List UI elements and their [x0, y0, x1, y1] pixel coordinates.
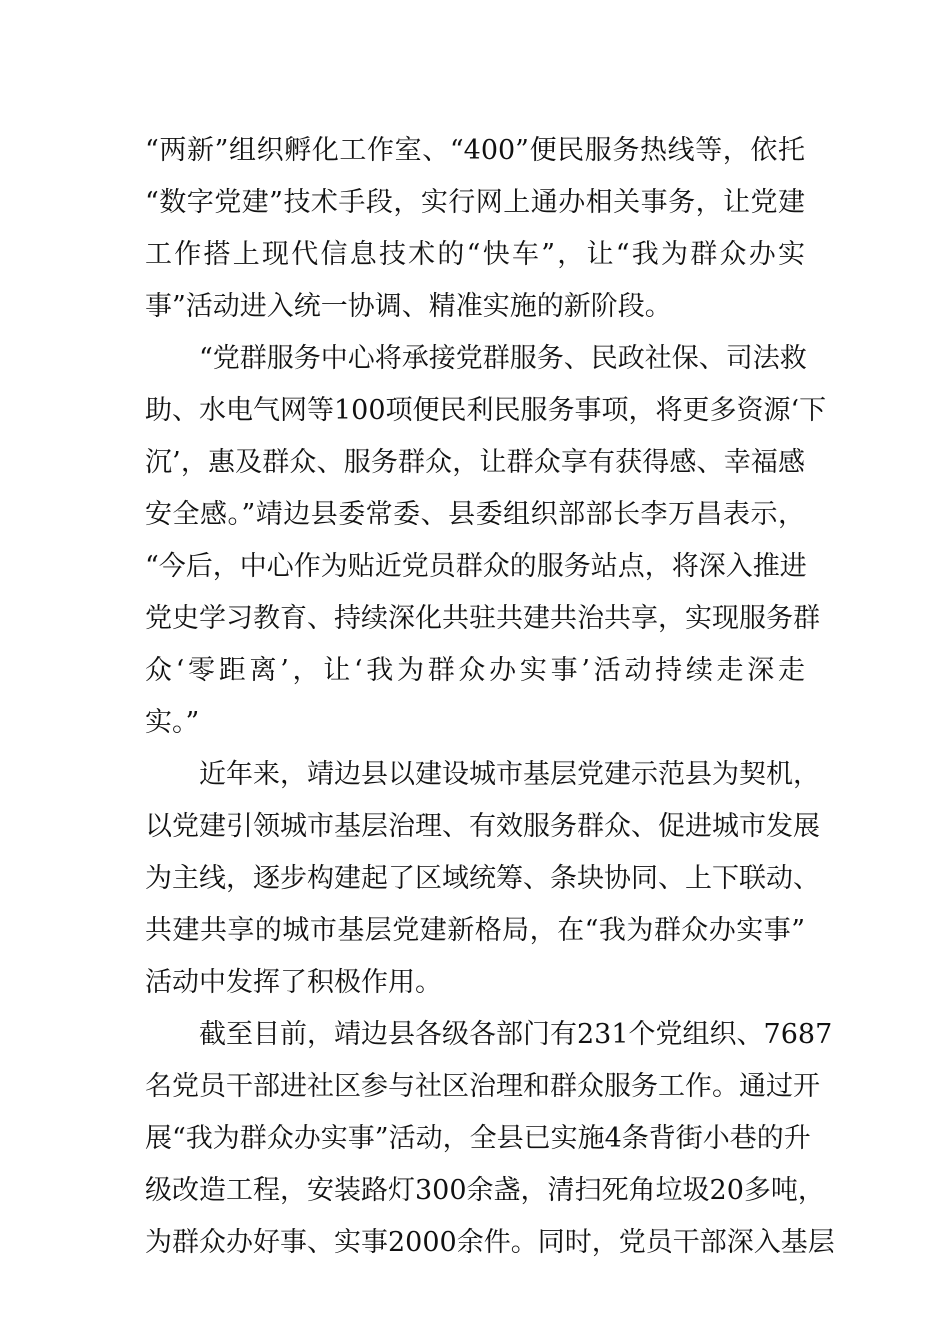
- text-line: 沉’，惠及群众、服务群众，让群众享有获得感、幸福感: [145, 447, 805, 478]
- text-line: 为群众办好事、实事2000余件。同时，党员干部深入基层: [145, 1227, 835, 1258]
- text-line: 级改造工程，安装路灯300余盏，清扫死角垃圾20多吨，: [145, 1175, 825, 1206]
- text-line: 展“我为群众办实事”活动，全县已实施4条背街小巷的升: [145, 1123, 811, 1154]
- text-line: 名党员干部进社区参与社区治理和群众服务工作。通过开: [145, 1071, 820, 1102]
- text-line: 众‘零距离’，让‘我为群众办实事’活动持续走深走: [145, 655, 805, 686]
- text-line: 实。”: [145, 707, 200, 738]
- text-line: 事”活动进入统一协调、精准实施的新阶段。: [145, 291, 672, 322]
- text-line: 以党建引领城市基层治理、有效服务群众、促进城市发展: [145, 811, 820, 842]
- text-line: 近年来，靖边县以建设城市基层党建示范县为契机，: [145, 759, 820, 790]
- text-line: “两新”组织孵化工作室、“400”便民服务热线等，依托: [145, 135, 805, 166]
- text-line: 工作搭上现代信息技术的“快车”，让“我为群众办实: [145, 239, 805, 270]
- text-line: 安全感。”靖边县委常委、县委组织部部长李万昌表示，: [145, 499, 805, 530]
- text-line: “今后，中心作为贴近党员群众的服务站点，将深入推进: [145, 551, 807, 582]
- text-line: 截至目前，靖边县各级各部门有231个党组织、7687: [145, 1019, 833, 1050]
- text-line: 活动中发挥了积极作用。: [145, 967, 442, 998]
- text-line: “党群服务中心将承接党群服务、民政社保、司法救: [145, 343, 807, 374]
- text-line: 共建共享的城市基层党建新格局，在“我为群众办实事”: [145, 915, 805, 946]
- text-line: 助、水电气网等100项便民利民服务事项，将更多资源‘下: [145, 395, 827, 426]
- text-line: 为主线，逐步构建起了区域统筹、条块协同、上下联动、: [145, 863, 820, 894]
- text-line: 党史学习教育、持续深化共驻共建共治共享，实现服务群: [145, 603, 820, 634]
- text-line: “数字党建”技术手段，实行网上通办相关事务，让党建: [145, 187, 805, 218]
